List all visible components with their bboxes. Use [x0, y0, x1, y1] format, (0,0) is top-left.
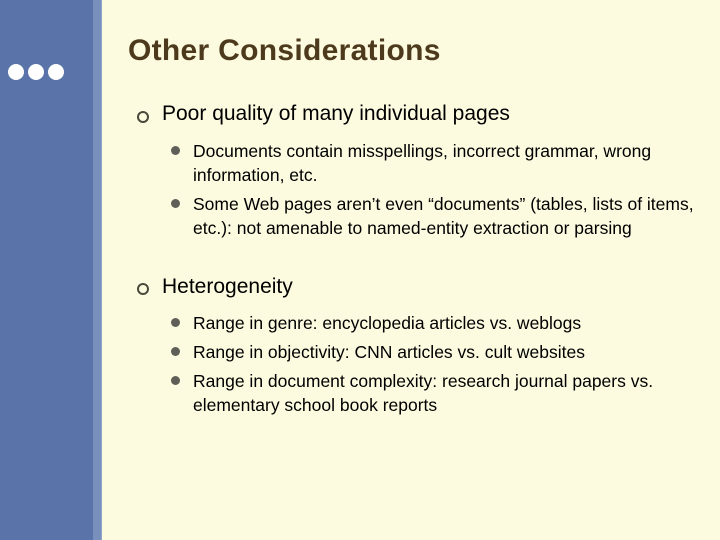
section-heading: Heterogeneity [162, 275, 293, 298]
list-item: Documents contain misspellings, incorrect grammar, wrong information, etc. [193, 141, 652, 185]
ring-bullet-icon [137, 111, 149, 123]
dot-icon [8, 64, 24, 80]
list-item: Range in objectivity: CNN articles vs. cult websites [193, 342, 585, 362]
dot-icon [28, 64, 44, 80]
round-bullet-icon [171, 376, 180, 385]
round-bullet-icon [171, 318, 180, 327]
ring-bullet-icon [137, 283, 149, 295]
dot-icon [48, 64, 64, 80]
list-item: Range in genre: encyclopedia articles vs. weblogs [193, 313, 582, 333]
section-heading: Poor quality of many individual pages [162, 102, 510, 125]
list-item: Some Web pages aren’t even “documents” (tables, lists of items, etc.): not amenable to named-entity extraction or parsing [193, 194, 694, 238]
decorative-dots [8, 64, 64, 80]
round-bullet-icon [171, 347, 180, 356]
sidebar-band [0, 0, 93, 540]
round-bullet-icon [171, 146, 180, 155]
round-bullet-icon [171, 199, 180, 208]
slide-title: Other Considerations [128, 34, 441, 67]
list-item: Range in document complexity: research journal papers vs. elementary school book reports [193, 371, 654, 415]
sidebar-edge [93, 0, 102, 540]
